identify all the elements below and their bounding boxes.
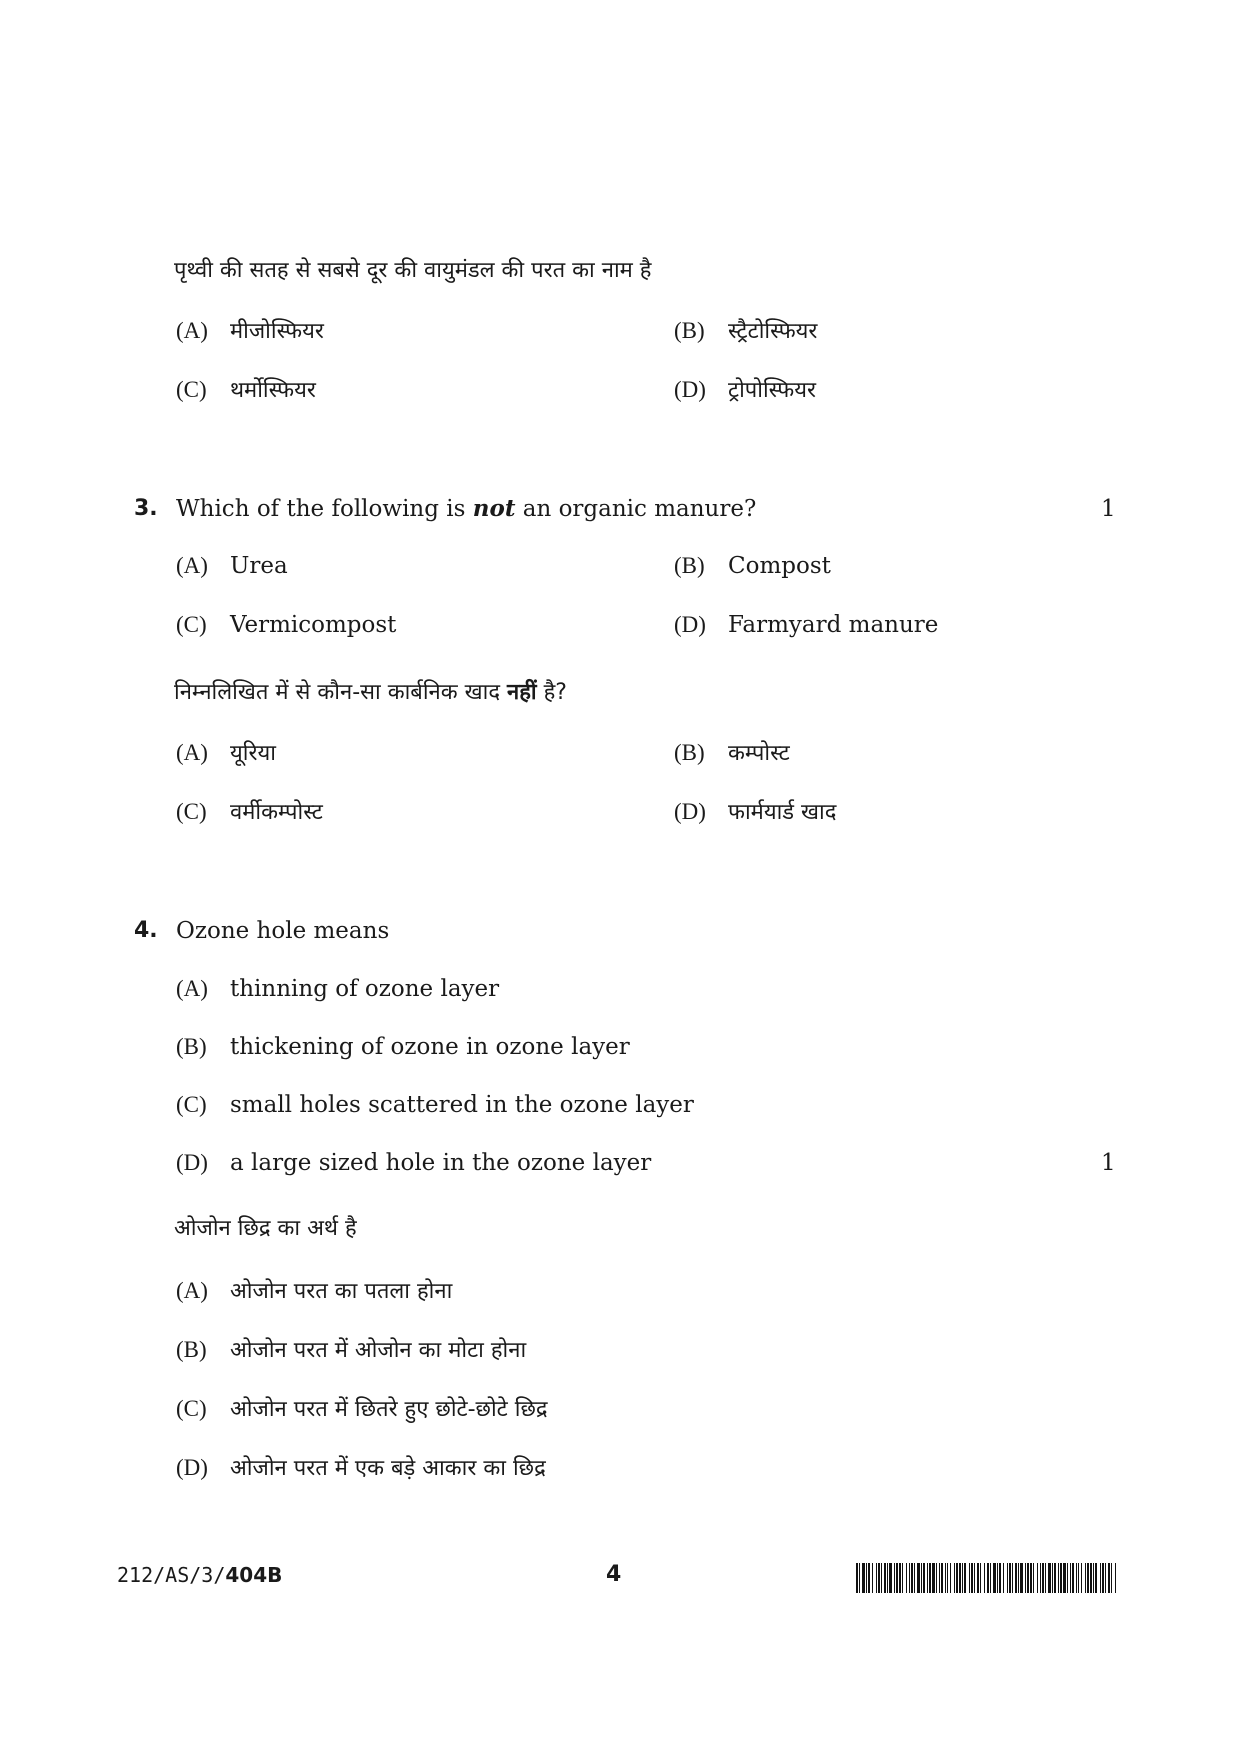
barcode-bar [990,1563,991,1593]
barcode-bar [956,1563,958,1593]
barcode-bar [1012,1563,1013,1593]
barcode-bar [894,1563,895,1593]
barcode-bar [980,1563,981,1593]
q3-english-question: Which of the following is not an organic manure? [176,495,757,522]
barcode-bar [1085,1563,1086,1593]
barcode-bar [862,1563,865,1593]
barcode-bar [1078,1563,1079,1593]
barcode-bar [1037,1563,1038,1593]
q4-hi-option-b: (B) ओजोन परत में ओजोन का मोटा होना [176,1337,527,1363]
barcode-bar [927,1563,928,1593]
barcode-bar [872,1563,873,1593]
q4-en-option-b: (B) thickening of ozone in ozone layer [176,1034,630,1060]
barcode-bar [1115,1563,1116,1593]
barcode-bar [921,1563,922,1593]
barcode-bar [1040,1563,1041,1593]
barcode-bar [971,1563,973,1593]
barcode-bar [941,1563,943,1593]
barcode-bar [1015,1563,1017,1593]
barcode-bar [936,1563,937,1593]
q2-hindi-question: पृथ्वी की सतह से सबसे दूर की वायुमंडल की परत का नाम है [174,258,652,283]
q3-en-option-c: (C) Vermicompost [176,612,397,638]
barcode-bar [932,1563,935,1593]
q4-number: 4. [134,918,158,943]
barcode-bar [1020,1563,1023,1593]
barcode-bar [856,1563,858,1593]
barcode-bar [899,1563,901,1593]
barcode-bar [1052,1563,1053,1593]
barcode-bar [868,1563,870,1593]
paper-code: 212/AS/3/404B [117,1563,283,1587]
q4-en-option-d: (D) a large sized hole in the ozone layer [176,1150,652,1176]
barcode-bar [999,1563,1001,1593]
barcode-bar [1070,1563,1071,1593]
barcode-bar [1033,1563,1034,1593]
q3-hi-option-b: (B) कम्पोस्ट [674,740,790,766]
q2-hi-option-d: (D) ट्रोपोस्फियर [674,377,816,403]
barcode-bar [1027,1563,1029,1593]
barcode-bar [1003,1563,1004,1593]
q3-emphasis: not [472,495,516,522]
q4-hi-option-c: (C) ओजोन परत में छितरे हुए छोटे-छोटे छिद्र [176,1396,548,1422]
barcode-bar [1058,1563,1059,1593]
q4-en-option-a: (A) thinning of ozone layer [176,976,500,1002]
q4-hi-option-a: (A) ओजोन परत का पतला होना [176,1278,453,1304]
barcode-bar [889,1563,892,1593]
barcode-bar [896,1563,898,1593]
q3-en-option-d: (D) Farmyard manure [674,612,939,638]
q4-marks: 1 [1101,1150,1116,1176]
barcode-bar [947,1563,948,1593]
q3-en-option-b: (B) Compost [674,553,831,579]
barcode-bar [1045,1563,1046,1593]
barcode-bar [1100,1563,1101,1593]
barcode-bar [950,1563,951,1593]
barcode-bar [964,1563,966,1593]
barcode-bar [939,1563,940,1593]
barcode-bar [959,1563,961,1593]
barcode-bar [1030,1563,1032,1593]
barcode-bar [1042,1563,1044,1593]
barcode-bar [1060,1563,1062,1593]
barcode-bar [1111,1563,1112,1593]
q3-en-option-a: (A) Urea [176,553,288,579]
barcode-bar [876,1563,877,1593]
barcode-bar [859,1563,860,1593]
q3-marks: 1 [1101,496,1116,522]
barcode-bar [993,1563,996,1593]
barcode-bar [1048,1563,1051,1593]
barcode [856,1563,1118,1593]
barcode-bar [1072,1563,1074,1593]
barcode-bar [911,1563,913,1593]
barcode-bar [917,1563,920,1593]
barcode-bar [909,1563,910,1593]
barcode-bar [945,1563,946,1593]
barcode-bar [1025,1563,1026,1593]
barcode-bar [1102,1563,1104,1593]
barcode-bar [1018,1563,1019,1593]
barcode-bar [969,1563,970,1593]
barcode-bar [1093,1563,1094,1593]
barcode-bar [974,1563,975,1593]
barcode-bar [881,1563,882,1593]
barcode-bar [902,1563,903,1593]
q4-hindi-question: ओजोन छिद्र का अर्थ है [174,1216,357,1241]
barcode-bar [906,1563,907,1593]
barcode-bar [954,1563,955,1593]
barcode-bar [1076,1563,1077,1593]
q3-hi-option-d: (D) फार्मयार्ड खाद [674,799,837,825]
q3-hindi-emphasis: नहीं [507,680,537,705]
barcode-bar [878,1563,880,1593]
q3-number: 3. [134,496,158,521]
barcode-bar [962,1563,963,1593]
q4-hi-option-d: (D) ओजोन परत में एक बड़े आकार का छिद्र [176,1455,546,1481]
q4-english-question: Ozone hole means [176,918,390,944]
barcode-bar [923,1563,925,1593]
barcode-bar [984,1563,985,1593]
barcode-bar [884,1563,886,1593]
barcode-bar [997,1563,998,1593]
q2-hi-option-b: (B) स्ट्रैटोस्फियर [674,318,818,344]
barcode-bar [1105,1563,1106,1593]
barcode-bar [866,1563,867,1593]
barcode-bar [1095,1563,1097,1593]
barcode-bar [1067,1563,1068,1593]
barcode-bar [929,1563,931,1593]
barcode-bar [987,1563,989,1593]
barcode-bar [1087,1563,1089,1593]
barcode-bar [1090,1563,1092,1593]
barcode-bar [1108,1563,1110,1593]
barcode-bar [1009,1563,1011,1593]
q3-hi-option-c: (C) वर्मीकम्पोस्ट [176,799,323,825]
barcode-bar [977,1563,979,1593]
barcode-bar [1081,1563,1082,1593]
q2-hi-option-c: (C) थर्मोस्फियर [176,377,316,403]
q2-hi-option-a: (A) मीजोस्फियर [176,318,324,344]
q4-en-option-c: (C) small holes scattered in the ozone layer [176,1092,694,1118]
barcode-bar [1007,1563,1008,1593]
barcode-bar [914,1563,915,1593]
barcode-bar [1063,1563,1066,1593]
q3-hindi-question: निम्नलिखित में से कौन-सा कार्बनिक खाद नहीं है? [174,680,567,705]
page-number: 4 [606,1562,622,1587]
barcode-bar [887,1563,888,1593]
barcode-bar [1054,1563,1056,1593]
q3-hi-option-a: (A) यूरिया [176,740,276,766]
